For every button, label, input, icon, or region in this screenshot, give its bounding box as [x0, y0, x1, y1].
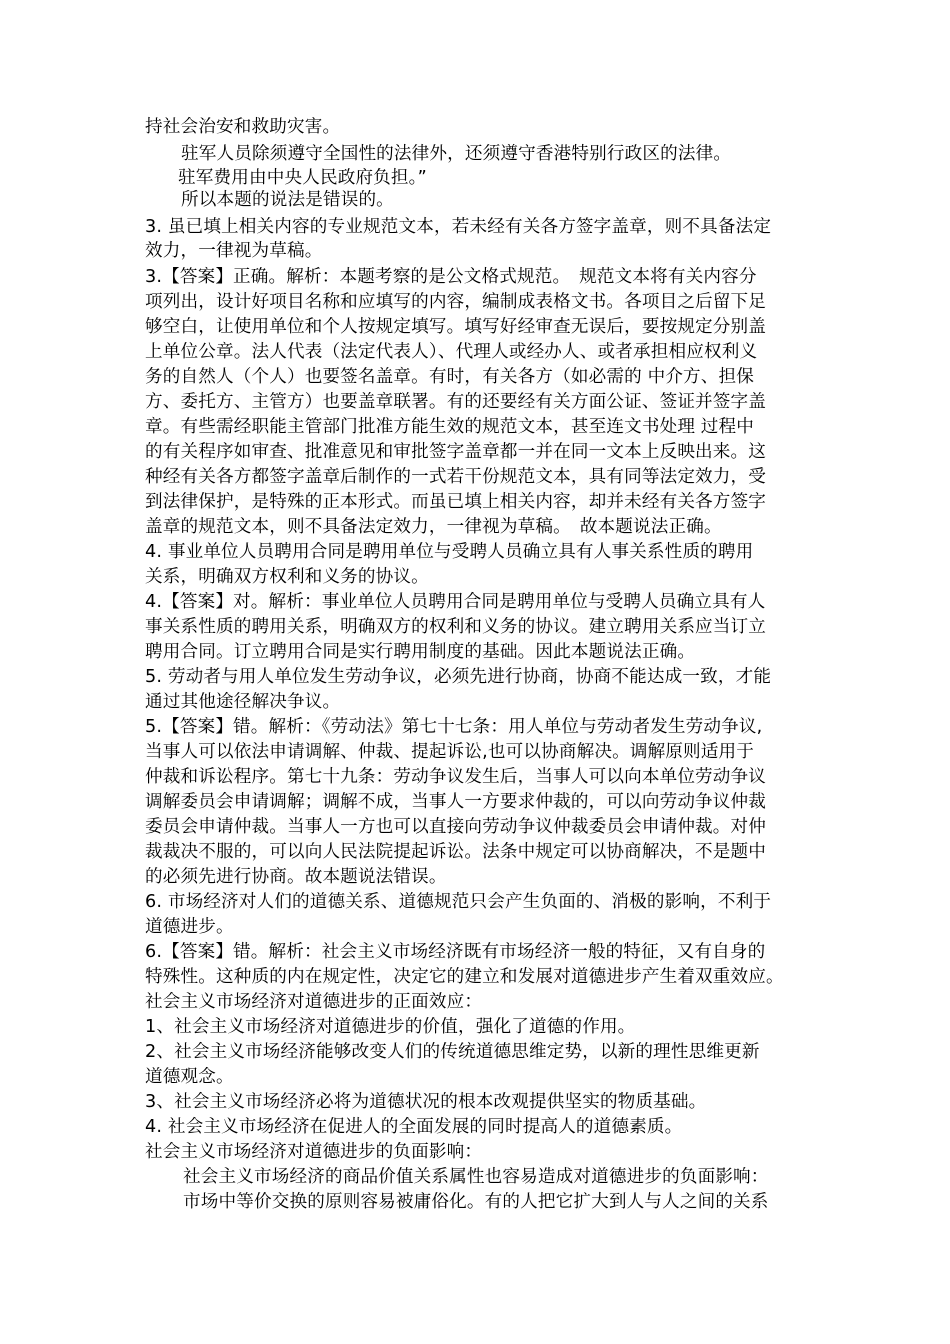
text-line: 驻军人员除须遵守全国性的法律外，还须遵守香港特别行政区的法律。: [181, 144, 732, 164]
text-line: 驻军费用由中央人民政府负担。”: [178, 168, 427, 188]
answer-text: 3.【答案】正确。解析：本题考察的是公文格式规范。 规范文本将有关内容分: [145, 267, 757, 287]
answer-text: 6.【答案】错。解析：社会主义市场经济既有市场经济一般的特征，又有自身的: [145, 942, 766, 962]
list-item: 道德观念。: [145, 1067, 234, 1087]
answer-text: 务的自然人（个人）也要签名盖章。有时，有关各方（如必需的 中介方、担保: [145, 367, 755, 387]
answer-text: 调解委员会申请调解；调解不成，当事人一方要求仲裁的，可以向劳动争议仲裁: [145, 792, 767, 812]
answer-text: 当事人可以依法申请调解、仲裁、提起诉讼,也可以协商解决。调解原则适用于: [145, 742, 755, 762]
answer-text: 盖章的规范文本，则不具备法定效力，一律视为草稿。 故本题说法正确。: [145, 517, 722, 537]
answer-text: 社会主义市场经济的商品价值关系属性也容易造成对道德进步的负面影响：: [183, 1167, 769, 1187]
answer-text: 种经有关各方都签字盖章后制作的一式若干份规范文本，具有同等法定效力，受: [145, 467, 767, 487]
answer-text: 的必须先进行协商。故本题说法错误。: [145, 867, 447, 887]
question-text: 道德进步。: [145, 917, 234, 937]
question-text: 效力，一律视为草稿。: [145, 241, 323, 261]
answer-text: 章。有些需经职能主管部门批准方能生效的规范文本，甚至连文书处理 过程中: [145, 417, 755, 437]
question-text: 关系，明确双方权利和义务的协议。: [145, 567, 429, 587]
text-line: 所以本题的说法是错误的。: [181, 190, 394, 210]
answer-text: 4.【答案】对。解析：事业单位人员聘用合同是聘用单位与受聘人员确立具有人: [145, 592, 766, 612]
answer-text: 5.【答案】错。解析：《劳动法》第七十七条：用人单位与劳动者发生劳动争议,: [145, 717, 763, 737]
question-text: 4. 事业单位人员聘用合同是聘用单位与受聘人员确立具有人事关系性质的聘用: [145, 542, 754, 562]
question-text: 5. 劳动者与用人单位发生劳动争议，必须先进行协商，协商不能达成一致，才能: [145, 667, 772, 687]
answer-text: 到法律保护，是特殊的正本形式。而虽已填上相关内容，却并未经有关各方签字: [145, 492, 767, 512]
answer-text: 够空白，让使用单位和个人按规定填写。填写好经审查无误后，要按规定分别盖: [145, 317, 767, 337]
text-line: 持社会治安和救助灾害。: [145, 117, 341, 137]
answer-text: 社会主义市场经济对道德进步的正面效应：: [145, 992, 483, 1012]
answer-text: 上单位公章。法人代表（法定代表人）、代理人或经办人、或者承担相应权利义: [145, 342, 758, 362]
list-item: 2、社会主义市场经济能够改变人们的传统道德思维定势，以新的理性思维更新: [145, 1042, 760, 1062]
answer-text: 特殊性。这种质的内在规定性，决定它的建立和发展对道德进步产生着双重效应。: [145, 967, 784, 987]
answer-text: 社会主义市场经济对道德进步的负面影响：: [145, 1142, 483, 1162]
answer-text: 委员会申请仲裁。当事人一方也可以直接向劳动争议仲裁委员会申请仲裁。对仲: [145, 817, 767, 837]
answer-text: 事关系性质的聘用关系，明确双方的权利和义务的协议。建立聘用关系应当订立: [145, 617, 767, 637]
question-text: 通过其他途径解决争议。: [145, 692, 341, 712]
answer-text: 市场中等价交换的原则容易被庸俗化。有的人把它扩大到人与人之间的关系: [183, 1192, 769, 1212]
answer-text: 仲裁和诉讼程序。第七十九条：劳动争议发生后，当事人可以向本单位劳动争议: [145, 767, 767, 787]
answer-text: 聘用合同。订立聘用合同是实行聘用制度的基础。因此本题说法正确。: [145, 642, 696, 662]
answer-text: 项列出，设计好项目名称和应填写的内容，编制成表格文书。各项目之后留下足: [145, 292, 767, 312]
question-text: 3. 虽已填上相关内容的专业规范文本，若未经有关各方签字盖章，则不具备法定: [145, 217, 772, 237]
question-text: 6. 市场经济对人们的道德关系、道德规范只会产生负面的、消极的影响，不利于: [145, 892, 772, 912]
answer-text: 的有关程序如审查、批准意见和审批签字盖章都一并在同一文本上反映出来。这: [145, 442, 767, 462]
list-item: 4. 社会主义市场经济在促进人的全面发展的同时提高人的道德素质。: [145, 1117, 683, 1137]
answer-text: 方、委托方、主管方）也要盖章联署。有的还要经有关方面公证、签证并签字盖: [145, 392, 767, 412]
list-item: 1、社会主义市场经济对道德进步的价值，强化了道德的作用。: [145, 1017, 636, 1037]
list-item: 3、社会主义市场经济必将为道德状况的根本改观提供坚实的物质基础。: [145, 1092, 707, 1112]
answer-text: 裁裁决不服的，可以向人民法院提起诉讼。法条中规定可以协商解决，不是题中: [145, 842, 767, 862]
